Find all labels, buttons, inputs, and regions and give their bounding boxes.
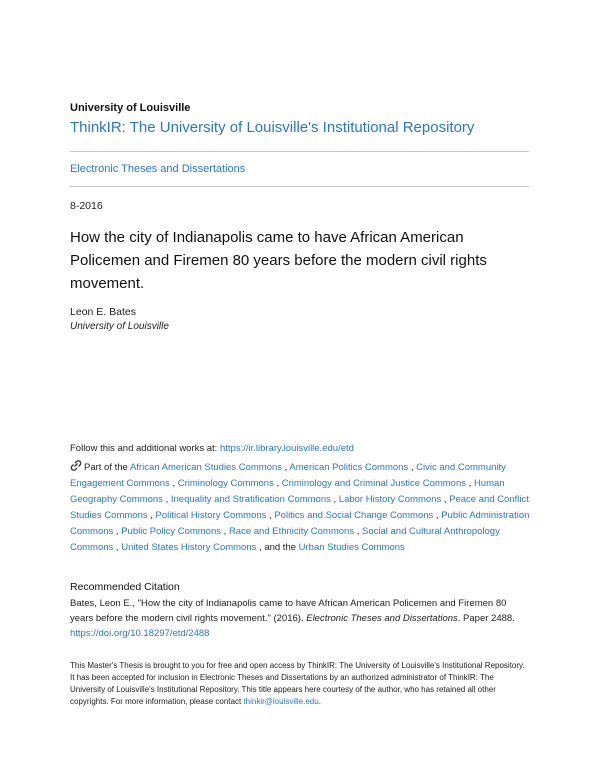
collection-url-link[interactable]: https://ir.library.louisville.edu/etd — [219, 443, 354, 454]
commons-link[interactable]: Political History Commons — [155, 510, 267, 521]
commons-link[interactable]: Criminology and Criminal Justice Commons — [281, 478, 467, 489]
commons-link[interactable]: Human Geography Commons — [70, 478, 505, 505]
access-notice — [70, 660, 530, 708]
commons-link[interactable]: Urban Studies Commons — [298, 542, 405, 553]
commons-link[interactable]: American Politics Commons — [289, 462, 409, 473]
contact-email-link[interactable]: thinkir@louisville.edu — [243, 697, 319, 706]
commons-link[interactable]: Public Administration Commons — [70, 510, 530, 537]
commons-link[interactable]: Labor History Commons — [338, 494, 442, 505]
author-name: Leon E. Bates — [70, 306, 136, 318]
citation-heading: Recommended Citation — [70, 581, 180, 593]
doi-link[interactable]: https://doi.org/10.18297/etd/2488 — [70, 628, 210, 639]
document-title: How the city of Indianapolis came to have African American Policemen and Firemen 80 years before the modern civil rights movement. — [70, 229, 487, 292]
commons-link[interactable]: Politics and Social Change Commons — [274, 510, 434, 521]
divider — [70, 151, 529, 152]
repository-link[interactable]: ThinkIR: The University of Louisville's Institutional Repository — [70, 119, 475, 136]
notice-end: . — [318, 697, 321, 706]
part-of-commons: Part of the African American Studies Commons , American Politics Commons , Civic and Community Engagement Commons , Criminology Commons , Criminology and Criminal Justice Commons , Human Geography Commons , Inequality and Stratification Commons , Labor History Commons , Peace and Conflict Studies Commons , Political History Commons , Politics and Social Change Commons , Public Administration Commons , Public Policy Commons , Race and Ethnicity Commons , Social and Cultural Anthropology Commons , United States History Commons , and the Urban Studies Commons — [70, 462, 530, 553]
commons-conjunction: and the — [264, 542, 299, 553]
commons-link[interactable]: Civic and Community Engagement Commons — [70, 462, 506, 489]
divider — [70, 186, 529, 187]
commons-link[interactable]: Race and Ethnicity Commons — [228, 526, 355, 537]
author-affiliation: University of Louisville — [70, 321, 169, 332]
commons-link[interactable]: Public Policy Commons — [121, 526, 222, 537]
follow-text: Follow this and additional works at: — [70, 443, 220, 454]
commons-link[interactable]: Social and Cultural Anthropology Commons — [70, 526, 500, 553]
citation-journal: Electronic Theses and Dissertations — [306, 613, 458, 624]
commons-link[interactable]: Criminology Commons — [177, 478, 274, 489]
notice-text: This Master's Thesis is brought to you for free and open access by ThinkIR: The University of Louisville's Institutional Repository. It has been accepted for inclusion in Electronic Theses and Dissertations by an authorized administrator of ThinkIR: The University of Louisville's Institutional Repository. This title appears here courtesy of the author, who has retained all other copyrights. For more information, please contact — [70, 661, 525, 706]
follow-line — [70, 443, 530, 454]
citation-body: Bates, Leon E., "How the city of Indianapolis came to have African American Policemen and Firemen 80 years before the modern civil rights movement." (2016). — [70, 598, 507, 624]
citation-paper: . Paper 2488. — [457, 613, 515, 624]
commons-link[interactable]: African American Studies Commons — [129, 462, 283, 473]
commons-link[interactable]: Inequality and Stratification Commons — [170, 494, 331, 505]
institution-name: University of Louisville — [70, 102, 191, 114]
citation-text — [70, 596, 530, 641]
link-icon — [70, 460, 82, 471]
commons-link[interactable]: United States History Commons — [121, 542, 257, 553]
commons-link[interactable]: Peace and Conflict Studies Commons — [70, 494, 529, 521]
part-of-prefix: Part of the — [84, 462, 130, 473]
publication-date: 8-2016 — [70, 200, 103, 212]
series-link[interactable]: Electronic Theses and Dissertations — [70, 163, 246, 175]
